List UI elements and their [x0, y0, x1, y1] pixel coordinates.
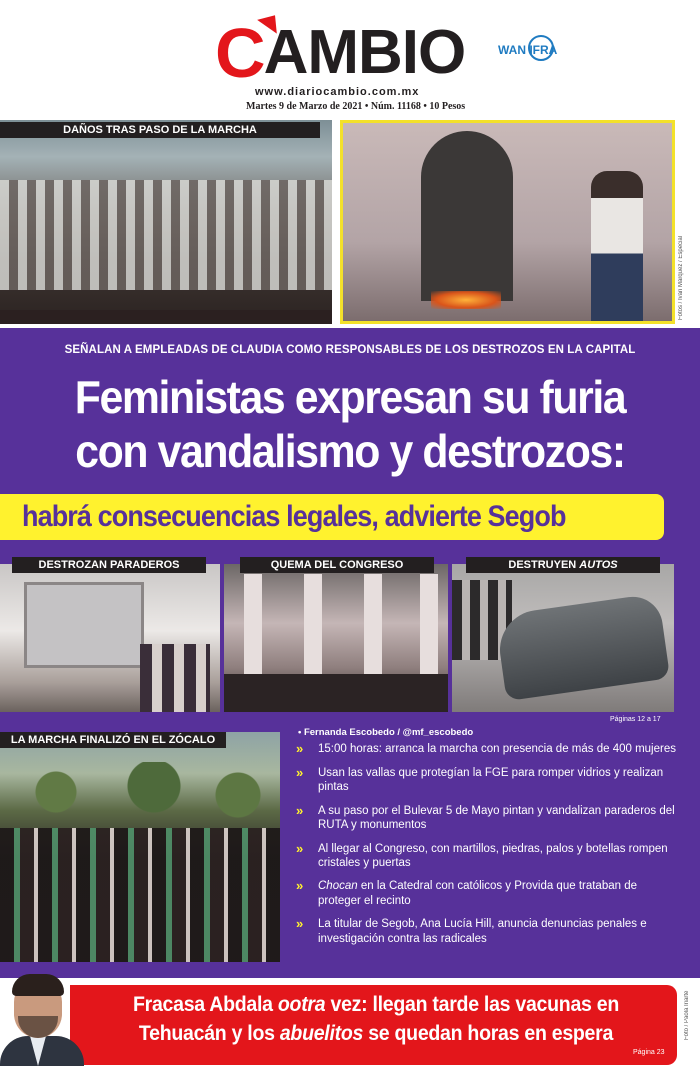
hair-shape [12, 974, 64, 996]
photo-credit-top: Fotos / Iván Márquez / Especial [678, 235, 684, 320]
wan-ifra-text: WAN IFRA [498, 43, 558, 57]
person-shape [591, 171, 643, 321]
main-headline [25, 370, 676, 478]
list-item [296, 804, 680, 832]
photo-label-congreso: QUEMA DEL CONGRESO [240, 557, 434, 573]
bullet-italic-text: Chocan [318, 880, 358, 893]
crowd-shape [0, 828, 280, 962]
list-item [296, 879, 680, 907]
photo-damages-fence [0, 120, 332, 324]
photo-damaged-car [452, 564, 674, 712]
column-shape [420, 574, 438, 674]
headline-line-1: Feministas expresan su furia [74, 371, 626, 423]
photo-credit-bottom: Foto / Paola Iriarte [684, 990, 690, 1040]
crowd-shape [224, 674, 448, 712]
site-url[interactable]: www.diariocambio.com.mx [255, 86, 420, 98]
bottom-headline-line-2 [104, 1019, 647, 1048]
bullet-text: en la Catedral con católicos y Provida que trataban de proteger el recinto [318, 880, 638, 907]
logo-letters: AMBIO [263, 18, 466, 87]
page-reference: Página 23 [633, 1049, 665, 1056]
label-autos-prefix: DESTRUYEN [508, 559, 580, 571]
bullet-text: Usan las vallas que protegían la FGE para romper vidrios y realizan pintas [318, 766, 664, 793]
column-shape [364, 574, 382, 674]
story-kicker: SEÑALAN A EMPLEADAS DE CLAUDIA COMO RESPONSABLES DE LOS DESTROZOS EN LA CAPITAL [64, 344, 636, 356]
chevron-right-icon: » [296, 878, 301, 894]
list-item [296, 766, 680, 794]
byline: • Fernanda Escobedo / @mf_escobedo [298, 727, 474, 738]
bottom-text-part: Fracasa Abdala [132, 993, 278, 1016]
bullet-text: 15:00 horas: arranca la marcha con presencia de más de 400 mujeres [318, 743, 676, 755]
bottom-text-italic: ootra [277, 993, 326, 1016]
crowd-shape [0, 310, 332, 324]
logo-letter-c: C [215, 14, 264, 92]
bottom-text-italic: abuelitos [279, 1022, 364, 1045]
bottom-headline-line-1 [104, 990, 647, 1019]
column-shape [244, 574, 262, 674]
headline-line-2: con vandalismo y destrozos: [75, 425, 625, 477]
photo-label-danos: DAÑOS TRAS PASO DE LA MARCHA [0, 122, 320, 138]
bullet-text: Al llegar al Congreso, con martillos, piedras, palos y botellas rompen cristales y puertas [318, 842, 668, 869]
bullet-list [296, 742, 680, 955]
trees-shape [0, 762, 280, 822]
people-shape [140, 644, 210, 712]
wan-ifra-logo [498, 33, 566, 67]
bullet-text: A su paso por el Bulevar 5 de Mayo pintan y vandalizan paraderos del RUTA y monumentos [318, 804, 675, 831]
chevron-right-icon: » [296, 741, 301, 756]
list-item [296, 742, 680, 756]
list-item [296, 917, 680, 945]
car-shape [495, 593, 670, 701]
photo-burning-door [340, 120, 675, 324]
photo-label-autos [466, 557, 660, 573]
chevron-right-icon: » [296, 840, 301, 856]
subhead: habrá consecuencias legales, advierte Segob [22, 500, 566, 533]
photo-label-paraderos: DESTROZAN PARADEROS [12, 557, 206, 573]
date-line: Martes 9 de Marzo de 2021 • Núm. 11168 • 10 Pesos [246, 101, 466, 112]
fire-shape [431, 291, 501, 309]
door-shape [421, 131, 513, 301]
bottom-text-part: se quedan horas en espera [363, 1022, 614, 1045]
bottom-text-part: vez: llegan tarde las vacunas en [325, 993, 619, 1016]
photo-zocalo-crowd [0, 732, 280, 962]
photo-bus-stop [0, 564, 220, 712]
bottom-headline [104, 990, 647, 1048]
bottom-text-part: Tehuacán y los [138, 1022, 280, 1045]
fence-shape [0, 180, 332, 290]
masthead [0, 0, 700, 118]
chevron-right-icon: » [296, 764, 301, 780]
label-autos-italic: AUTOS [579, 559, 618, 571]
photo-label-zocalo: LA MARCHA FINALIZÓ EN EL ZÓCALO [0, 732, 226, 748]
beard-shape [18, 1016, 58, 1038]
pages-reference: Páginas 12 a 17 [610, 716, 661, 723]
chevron-right-icon: » [296, 802, 301, 818]
portrait-photo [0, 970, 84, 1066]
column-shape [304, 574, 322, 674]
bus-stop-shape [24, 582, 144, 668]
bullet-text: La titular de Segob, Ana Lucía Hill, anuncia denuncias penales e investigación contra las radicales [318, 918, 647, 945]
list-item [296, 842, 680, 870]
photo-congress [224, 564, 448, 712]
chevron-right-icon: » [296, 916, 301, 932]
